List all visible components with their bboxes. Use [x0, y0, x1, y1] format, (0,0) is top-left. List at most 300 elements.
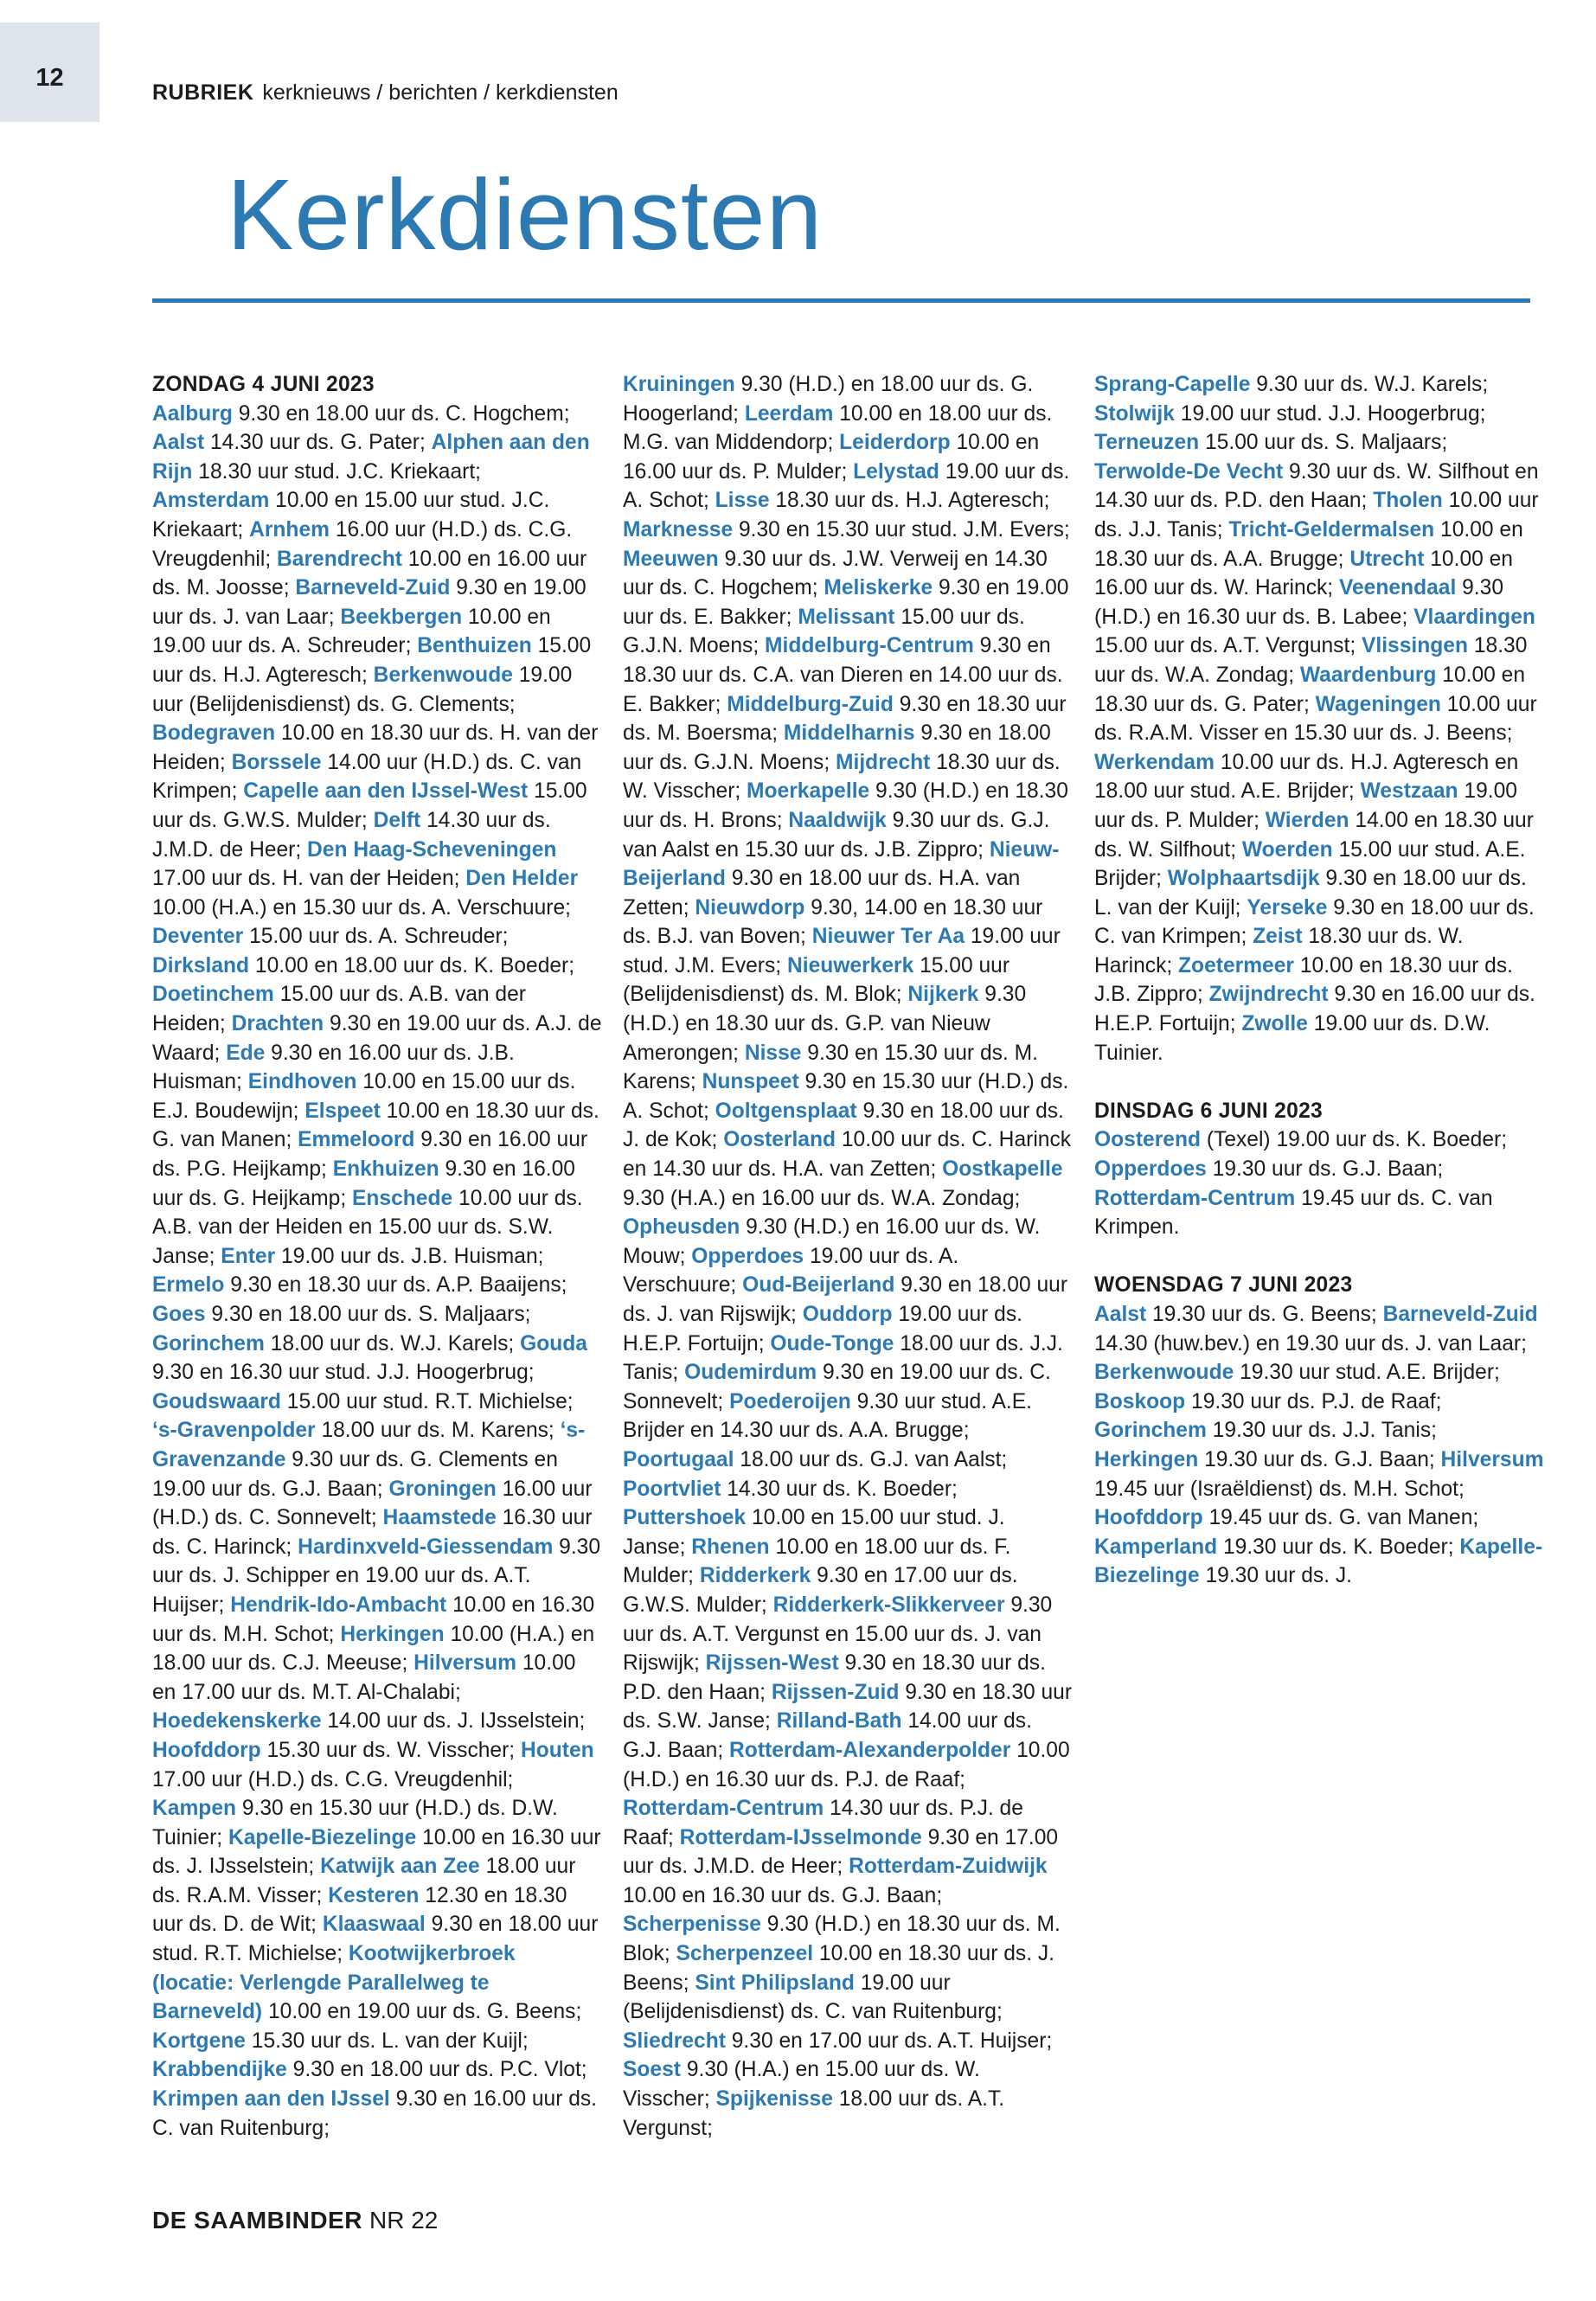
service-entry: [152, 1419, 561, 1442]
rubriek-header: [152, 80, 619, 106]
service-details: 15.00 uur ds. H.J. Agteresch;: [152, 634, 592, 687]
place-name: Krabbendijke: [152, 2058, 287, 2082]
place-name: Goes: [152, 1303, 206, 1326]
service-details: (Texel) 19.00 uur ds. K. Boeder;: [1201, 1128, 1508, 1152]
service-details: 17.00 uur (H.D.) ds. C.G. Vreugdenhil;: [152, 1767, 514, 1791]
service-details: 14.30 uur ds. G. Pater;: [204, 431, 432, 455]
place-name: Katwijk aan Zee: [320, 1855, 480, 1879]
place-name: Haamstede: [382, 1506, 497, 1530]
service-entry: [152, 2058, 587, 2081]
page-number: 12: [35, 64, 64, 92]
service-details: 19.30 uur ds. J.J. Tanis;: [1206, 1419, 1437, 1443]
service-details: 10.00 en 18.30 uur ds. J.B. Zippro;: [1094, 953, 1513, 1007]
service-entry: [623, 2029, 1052, 2053]
place-name: Tricht-Geldermalsen: [1228, 517, 1435, 542]
place-name: Borssele: [231, 750, 322, 774]
service-details: 10.00 uur ds. H.J. Agteresch en 18.00 uur stud. A.E. Brijder;: [1094, 750, 1519, 804]
service-entry: [152, 1709, 585, 1733]
service-details: 15.30 uur ds. L. van der Kuijl;: [245, 2029, 529, 2053]
service-details: 9.30 uur ds. G. Clements en 19.00 uur ds. G.J. Baan;: [152, 1447, 558, 1501]
place-name: Eindhoven: [247, 1070, 357, 1094]
place-name: Vlaardingen: [1413, 605, 1535, 629]
service-details: 10.00 en 16.00 uur ds. P. Mulder;: [623, 431, 1040, 484]
place-name: Kapelle-Biezelinge: [1094, 1535, 1543, 1588]
place-name: Kamperland: [1094, 1535, 1218, 1559]
place-name: Benthuizen: [417, 634, 532, 658]
place-name: Meliskerke: [824, 576, 933, 600]
service-details: 9.30 en 18.00 uur ds. C. Hogchem;: [232, 401, 570, 426]
place-name: Nieuw-Beijerland: [623, 837, 1060, 891]
service-details: 10.00 en 18.30 uur ds. H. van der Heiden;: [152, 721, 599, 774]
service-details: 10.00 en 15.00 uur stud. J. Janse;: [623, 1506, 1005, 1559]
service-details: 19.45 uur ds. G. van Manen;: [1202, 1506, 1479, 1530]
place-name: Aalburg: [152, 401, 233, 426]
place-name: Lelystad: [853, 459, 939, 484]
service-details: 9.30 en 18.00 uur ds. J. de Kok;: [623, 1099, 1064, 1152]
place-name: Rotterdam-IJsselmonde: [679, 1825, 922, 1849]
service-details: 12.30 en 18.30 uur ds. D. de Wit;: [152, 1883, 567, 1937]
page-title: Kerkdiensten: [227, 158, 824, 271]
place-name: Hoedekenskerke: [152, 1709, 322, 1734]
place-name: Capelle aan den IJssel-West: [243, 779, 529, 804]
service-details: 10.00 en 19.00 uur ds. G. Beens;: [262, 2000, 582, 2024]
service-details: 10.00 en 16.00 uur ds. W. Harinck;: [1094, 547, 1513, 600]
service-details: 18.30 uur ds. W. Harinck;: [1094, 925, 1464, 977]
place-name: Ermelo: [152, 1273, 225, 1298]
place-name: Soest: [623, 2058, 681, 2082]
place-name: Oosterland: [723, 1128, 836, 1152]
service-details: 18.00 uur ds. W.J. Karels;: [264, 1331, 521, 1356]
place-name: Hoofddorp: [152, 1738, 261, 1762]
place-name: Den Helder: [465, 867, 579, 891]
place-name: Poederoijen: [729, 1389, 851, 1413]
place-name: Rotterdam-Zuidwijk: [849, 1855, 1048, 1879]
service-details: 19.00 uur stud. J.M. Evers;: [623, 925, 1061, 977]
place-name: Westzaan: [1360, 779, 1458, 804]
place-name: Gorinchem: [152, 1331, 265, 1356]
place-name: Poortvliet: [623, 1477, 721, 1501]
place-name: Oudemirdum: [684, 1361, 817, 1385]
service-details: 9.30 en 15.30 uur ds. M. Karens;: [623, 1041, 1038, 1094]
service-entry: [1094, 1128, 1507, 1151]
service-details: 18.30 uur stud. J.C. Kriekaart;: [192, 459, 481, 484]
service-entry: [623, 518, 1070, 542]
service-details: 9.30 en 17.00 uur ds. J.M.D. de Heer;: [623, 1825, 1059, 1879]
place-name: Oosterend: [1094, 1128, 1201, 1152]
service-details: 10.00 en 17.00 uur ds. M.T. Al-Chalabi;: [152, 1651, 576, 1704]
service-details: 19.30 uur ds. P.J. de Raaf;: [1185, 1389, 1442, 1413]
service-entry: [152, 1332, 520, 1356]
service-details: 15.00 uur ds. S. Maljaars;: [1199, 431, 1448, 455]
place-name: Aalst: [152, 431, 205, 455]
place-name: Deventer: [152, 925, 244, 949]
place-name: Ridderkerk-Slikkerveer: [772, 1593, 1005, 1617]
place-name: Gouda: [520, 1331, 587, 1356]
place-name: Hoofddorp: [1094, 1506, 1203, 1530]
place-name: Moerkapelle: [747, 779, 870, 804]
place-name: Ridderkerk: [699, 1564, 811, 1588]
service-details: 9.30 en 18.30 uur ds. C.A. van Dieren en 14.00 uur ds. E. Bakker;: [623, 634, 1063, 716]
service-details: 9.30 en 19.00 uur ds. J. van Laar;: [152, 576, 586, 629]
place-name: Scherpenisse: [623, 1913, 761, 1937]
place-name: Amsterdam: [152, 489, 270, 513]
place-name: Aalst: [1094, 1303, 1147, 1326]
rubriek-label: RUBRIEK: [152, 80, 254, 105]
place-name: Middelburg-Centrum: [765, 634, 974, 658]
service-entry: [1094, 1303, 1383, 1326]
place-name: Den Haag-Scheveningen: [307, 837, 557, 862]
service-details: 9.30 en 16.30 uur stud. J.J. Hoogerbrug;: [152, 1361, 535, 1385]
service-details: 19.00 uur ds. P. Mulder;: [1094, 779, 1517, 832]
place-name: Herkingen: [340, 1622, 445, 1646]
place-name: Alphen aan den Rijn: [152, 431, 590, 484]
service-details: 9.30 en 16.00 uur ds. P.G. Heijkamp;: [152, 1128, 588, 1182]
place-name: ‘s-Gravenzande: [152, 1419, 586, 1471]
service-entry: [1094, 1157, 1443, 1181]
service-entry: [152, 431, 432, 454]
place-name: Klaaswaal: [322, 1913, 426, 1937]
service-entry: [1094, 1361, 1500, 1384]
service-details: 15.00 uur ds. A. Schreuder;: [243, 925, 509, 949]
service-details: 9.30 (H.D.) en 18.00 uur ds. G. Hoogerland;: [623, 373, 1034, 426]
service-details: 19.30 uur ds. K. Boeder;: [1217, 1535, 1460, 1559]
service-details: 9.30 en 18.30 uur ds. M. Boersma;: [623, 692, 1067, 746]
service-details: 10.00 en 16.30 uur ds. M.H. Schot;: [152, 1593, 595, 1646]
service-details: 19.30 uur ds. G. Beens;: [1146, 1303, 1383, 1326]
place-name: Opheusden: [623, 1215, 740, 1240]
service-entry: [1094, 1419, 1437, 1442]
place-name: Melissant: [798, 605, 895, 629]
service-entry: [152, 1303, 530, 1326]
place-name: Elspeet: [304, 1099, 381, 1123]
place-name: Kootwijkerbroek (locatie: Verlengde Parallelweg te Barneveld): [152, 1942, 516, 2024]
place-name: Nijkerk: [907, 983, 979, 1007]
place-name: Emmeloord: [298, 1128, 415, 1152]
service-details: 9.30 en 17.00 uur ds. A.T. Huijser;: [725, 2029, 1053, 2053]
service-details: 17.00 uur ds. H. van der Heiden;: [152, 867, 466, 891]
service-details: 19.00 uur (Belijdenisdienst) ds. C. van Ruitenburg;: [623, 1971, 1003, 2024]
service-entry: [1094, 1506, 1478, 1529]
service-details: 10.00 en 16.00 uur ds. M. Joosse;: [152, 547, 587, 600]
service-details: 19.30 uur ds. G.J. Baan;: [1198, 1447, 1441, 1471]
service-details: 19.00 uur (Belijdenisdienst) ds. G. Clements;: [152, 663, 573, 716]
service-entry: [1094, 431, 1447, 454]
service-details: 9.30 uur ds. J.W. Verweij en 14.30 uur ds. C. Hogchem;: [623, 547, 1048, 600]
service-details: 15.00 uur ds. G.W.S. Mulder;: [152, 779, 587, 832]
text-column-2: [623, 370, 1073, 2170]
service-details: 9.30 en 18.00 uur ds. S. Maljaars;: [205, 1303, 531, 1326]
place-name: Opperdoes: [1094, 1157, 1207, 1182]
place-name: Groningen: [388, 1477, 497, 1501]
service-details: 9.30 uur ds. W. Silfhout en 14.30 uur ds. P.D. den Haan;: [1094, 459, 1539, 513]
service-details: 9.30 en 18.30 uur ds. P.D. den Haan;: [623, 1651, 1046, 1704]
place-name: Bodegraven: [152, 721, 276, 746]
service-details: 9.30 (H.D.) en 16.00 uur ds. W. Mouw;: [623, 1215, 1041, 1268]
service-details: 9.30 (H.A.) en 16.00 uur ds. W.A. Zondag;: [623, 1186, 1021, 1210]
service-details: 10.00 en 16.30 uur ds. J. IJsselstein;: [152, 1825, 601, 1879]
rubriek-path: kerknieuws / berichten / kerkdiensten: [262, 80, 619, 105]
place-name: Enkhuizen: [332, 1157, 439, 1182]
place-name: Rotterdam-Centrum: [623, 1797, 824, 1821]
place-name: Kampen: [152, 1797, 237, 1821]
service-details: 9.30 en 18.00 uur ds. C. van Krimpen;: [1094, 895, 1535, 949]
service-details: 14.00 uur ds. G.J. Baan;: [623, 1709, 1032, 1762]
service-details: 9.30 uur ds. A.T. Vergunst en 15.00 uur ds. J. van Rijswijk;: [623, 1593, 1053, 1676]
issue-number: NR 22: [369, 2207, 439, 2234]
place-name: Krimpen aan den IJssel: [152, 2087, 390, 2112]
text-column-1: [152, 370, 602, 2170]
place-name: Ooltgensplaat: [715, 1099, 857, 1123]
service-details: 10.00 en 15.00 uur ds. E.J. Boudewijn;: [152, 1070, 576, 1123]
service-details: 19.00 uur ds. J.B. Huisman;: [275, 1244, 544, 1268]
place-name: Enter: [221, 1244, 276, 1268]
service-details: 19.45 uur ds. C. van Krimpen.: [1094, 1186, 1493, 1240]
place-name: Wageningen: [1315, 692, 1441, 716]
service-details: 9.30 en 15.30 uur stud. J.M. Evers;: [733, 517, 1070, 542]
place-name: ‘s-Gravenpolder: [152, 1419, 316, 1443]
place-name: Nunspeet: [702, 1070, 799, 1094]
place-name: Gorinchem: [1094, 1419, 1207, 1443]
service-details: 9.30 uur ds. W.J. Karels;: [1250, 373, 1489, 396]
place-name: Rotterdam-Alexanderpolder: [729, 1738, 1011, 1762]
service-details: 18.00 uur ds. J.J. Tanis;: [623, 1331, 1063, 1385]
service-details: 9.30, 14.00 en 18.30 uur ds. B.J. van Boven;: [623, 895, 1043, 949]
place-name: Hilversum: [1440, 1447, 1544, 1471]
service-entry: [623, 1477, 958, 1501]
service-details: 10.00 en 18.00 uur ds. K. Boeder;: [249, 953, 575, 977]
service-list: [623, 370, 1073, 2143]
service-details: 10.00 uur ds. R.A.M. Visser en 15.30 uur ds. J. Beens;: [1094, 692, 1537, 746]
service-entry: [1094, 373, 1488, 396]
place-name: Zeist: [1253, 925, 1303, 949]
service-details: 19.45 uur (Israëldienst) ds. M.H. Schot;: [1094, 1477, 1465, 1501]
service-details: 10.00 uur ds. C. Harinck en 14.30 uur ds. H.A. van Zetten;: [623, 1128, 1072, 1182]
service-details: 9.30 en 16.00 uur ds. H.E.P. Fortuijn;: [1094, 983, 1535, 1036]
service-details: 14.30 uur ds. K. Boeder;: [721, 1477, 958, 1501]
service-details: 15.00 uur stud. A.E. Brijder;: [1094, 837, 1526, 891]
place-name: Oude-Tonge: [770, 1331, 894, 1356]
service-details: 10.00 en 18.00 uur ds. M.G. van Middendorp;: [623, 401, 1053, 455]
place-name: Yerseke: [1247, 895, 1328, 920]
service-details: 9.30 (H.D.) en 16.30 uur ds. B. Labee;: [1094, 576, 1503, 629]
service-details: 9.30 en 16.00 uur ds. G. Heijkamp;: [152, 1157, 575, 1210]
service-details: 10.00 uur ds. J.J. Tanis;: [1094, 489, 1539, 542]
service-entry: [715, 489, 1050, 512]
service-entry: [1094, 1390, 1441, 1413]
service-details: 10.00 en 18.30 uur ds. G. van Manen;: [152, 1099, 599, 1152]
place-name: Berkenwoude: [1094, 1361, 1234, 1385]
place-name: Terwolde-De Vecht: [1094, 459, 1284, 484]
service-details: 14.00 uur ds. J. IJsselstein;: [321, 1709, 586, 1734]
service-details: 9.30 en 16.00 uur ds. C. van Ruitenburg;: [152, 2087, 598, 2140]
place-name: Kapelle-Biezelinge: [228, 1825, 417, 1849]
place-name: Lisse: [715, 489, 770, 513]
place-name: Zoetermeer: [1178, 953, 1294, 977]
place-name: Kruiningen: [623, 373, 735, 396]
service-details: 9.30 uur ds. J. Schipper en 19.00 uur ds. A.T. Huijser;: [152, 1535, 601, 1617]
service-details: 9.30 en 18.00 uur ds. H.A. van Zetten;: [623, 867, 1021, 920]
footer: [152, 2206, 438, 2235]
service-list: [1094, 1125, 1544, 1241]
place-name: Houten: [520, 1738, 594, 1762]
place-name: Enschede: [352, 1186, 453, 1210]
service-details: 15.00 uur ds. A.B. van der Heiden;: [152, 983, 526, 1036]
service-details: 18.00 uur ds. A.T. Vergunst;: [623, 2087, 1005, 2140]
place-name: Wierden: [1265, 808, 1349, 832]
place-name: Stolwijk: [1094, 401, 1175, 426]
service-details: 16.00 uur (H.D.) ds. C.G. Vreugdenhil;: [152, 517, 573, 571]
service-details: 19.00 uur ds. A. Schot;: [623, 459, 1070, 513]
place-name: Nieuwdorp: [695, 895, 805, 920]
place-name: Hilversum: [413, 1651, 517, 1676]
place-name: Nieuwer Ter Aa: [811, 925, 965, 949]
service-details: 9.30 en 16.00 uur ds. J.B. Huisman;: [152, 1041, 515, 1094]
place-name: Rotterdam-Centrum: [1094, 1186, 1296, 1210]
place-name: Delft: [373, 808, 421, 832]
service-details: 14.30 uur ds. J.M.D. de Heer;: [152, 808, 551, 862]
place-name: Marknesse: [623, 517, 734, 542]
service-details: 9.30 en 18.30 uur ds. A.P. Baaijens;: [224, 1273, 567, 1298]
place-name: Barneveld-Zuid: [295, 576, 451, 600]
service-details: 9.30 en 18.00 uur stud. R.T. Michielse;: [152, 1913, 599, 1966]
place-name: Boskoop: [1094, 1389, 1186, 1413]
service-details: 19.30 uur ds. J.: [1199, 1564, 1352, 1588]
service-details: 9.30 en 15.30 uur (H.D.) ds. A. Schot;: [623, 1070, 1069, 1123]
service-details: 19.00 uur ds. D.W. Tuinier.: [1094, 1012, 1490, 1065]
place-name: Waardenburg: [1299, 663, 1437, 687]
service-details: 10.00 uur ds. A.B. van der Heiden en 15.00 uur ds. S.W. Janse;: [152, 1186, 583, 1268]
service-entry: [152, 925, 509, 948]
place-name: Oostkapelle: [942, 1157, 1063, 1182]
place-name: Drachten: [231, 1012, 324, 1036]
place-name: Arnhem: [249, 517, 330, 542]
place-name: Poortugaal: [623, 1447, 734, 1471]
service-details: 15.00 uur ds. G.J.N. Moens;: [623, 605, 1025, 658]
service-details: 9.30 (H.D.) en 18.30 uur ds. G.P. van Nieuw Amerongen;: [623, 983, 1027, 1065]
service-details: 19.30 uur stud. A.E. Brijder;: [1234, 1361, 1500, 1385]
service-details: 9.30 en 19.00 uur ds. E. Bakker;: [623, 576, 1069, 629]
day-heading: WOENSDAG 7 JUNI 2023: [1094, 1273, 1353, 1298]
service-details: 9.30 en 19.00 uur ds. C. Sonnevelt;: [623, 1361, 1051, 1413]
service-details: 9.30 (H.D.) en 18.30 uur ds. H. Brons;: [623, 779, 1068, 832]
service-details: 15.00 uur ds. A.T. Vergunst;: [1094, 634, 1362, 658]
service-details: 19.30 uur ds. G.J. Baan;: [1206, 1157, 1444, 1182]
service-list: [1094, 370, 1544, 1067]
service-details: 9.30 (H.A.) en 15.00 uur ds. W. Visscher;: [623, 2058, 980, 2112]
service-details: 18.30 uur ds. W. Visscher;: [623, 750, 1061, 804]
place-name: Beekbergen: [340, 605, 463, 629]
place-name: Meeuwen: [623, 547, 719, 571]
place-name: Berkenwoude: [373, 663, 513, 687]
place-name: Doetinchem: [152, 983, 274, 1007]
service-entry: [623, 1448, 1007, 1471]
title-divider: [152, 298, 1530, 303]
service-details: 18.00 uur ds. G.J. van Aalst;: [734, 1447, 1008, 1471]
service-details: 10.00 en 19.00 uur ds. A. Schreuder;: [152, 605, 551, 658]
place-name: Middelharnis: [783, 721, 915, 746]
place-name: Rilland-Bath: [776, 1709, 902, 1734]
service-details: 14.30 uur ds. P.J. de Raaf;: [623, 1797, 1023, 1849]
place-name: Herkingen: [1094, 1447, 1199, 1471]
place-name: Zwijndrecht: [1208, 983, 1329, 1007]
service-details: 15.30 uur ds. W. Visscher;: [260, 1738, 521, 1762]
service-details: 10.00 en 16.30 uur ds. G.J. Baan;: [623, 1883, 943, 1907]
place-name: Dirksland: [152, 953, 250, 977]
service-entry: [152, 954, 574, 977]
service-entry: [152, 1739, 521, 1762]
day-heading: DINSDAG 6 JUNI 2023: [1094, 1099, 1324, 1123]
service-details: 9.30 en 19.00 uur ds. A.J. de Waard;: [152, 1012, 602, 1065]
service-details: 18.00 uur ds. M. Karens;: [315, 1419, 561, 1443]
place-name: Ouddorp: [802, 1303, 893, 1326]
place-name: Spijkenisse: [715, 2087, 833, 2112]
service-details: 18.00 uur ds. R.A.M. Visser;: [152, 1855, 576, 1907]
service-entry: [1094, 1187, 1493, 1240]
service-entry: [152, 402, 570, 426]
day-heading: ZONDAG 4 JUNI 2023: [152, 373, 375, 396]
service-details: 9.30 uur ds. G.J. van Aalst en 15.30 uur ds. J.B. Zippro;: [623, 808, 1050, 862]
service-details: 19.00 uur ds. H.E.P. Fortuijn;: [623, 1303, 1022, 1356]
place-name: Nieuwerkerk: [786, 953, 914, 977]
place-name: Mijdrecht: [836, 750, 931, 774]
place-name: Utrecht: [1349, 547, 1425, 571]
service-entry: [152, 2029, 529, 2053]
place-name: Sint Philipsland: [695, 1971, 855, 1995]
service-details: 14.30 (huw.bev.) en 19.30 uur ds. J. van Laar;: [1094, 1331, 1527, 1356]
place-name: Werkendam: [1094, 750, 1215, 774]
service-details: 15.00 uur stud. R.T. Michielse;: [280, 1389, 574, 1413]
service-entry: [1094, 1448, 1441, 1471]
service-details: 10.00 en 18.30 uur ds. G. Pater;: [1094, 663, 1526, 716]
text-column-3: [1094, 370, 1544, 2170]
service-entry: [221, 1245, 543, 1268]
service-details: 18.30 uur ds. W.A. Zondag;: [1094, 634, 1528, 687]
service-list: [1094, 1300, 1544, 1591]
place-name: Kesteren: [328, 1883, 420, 1907]
place-name: Hendrik-Ido-Ambacht: [230, 1593, 447, 1617]
service-details: 9.30 en 18.30 uur ds. S.W. Janse;: [623, 1680, 1073, 1734]
place-name: Terneuzen: [1094, 431, 1200, 455]
place-name: Vlissingen: [1361, 634, 1468, 658]
service-details: 16.30 uur ds. C. Harinck;: [152, 1506, 593, 1559]
place-name: Opperdoes: [691, 1244, 804, 1268]
service-details: 10.00 (H.D.) en 16.30 uur ds. P.J. de Raaf;: [623, 1738, 1070, 1791]
service-details: 9.30 (H.D.) en 18.30 uur ds. M. Blok;: [623, 1913, 1061, 1966]
place-name: Veenendaal: [1338, 576, 1457, 600]
service-details: 16.00 uur (H.D.) ds. C. Sonnevelt;: [152, 1477, 593, 1530]
place-name: Goudswaard: [152, 1389, 281, 1413]
place-name: Hardinxveld-Giessendam: [298, 1535, 554, 1559]
place-name: Barendrecht: [277, 547, 402, 571]
magazine-name: DE SAAMBINDER: [152, 2207, 362, 2234]
service-details: 9.30 en 17.00 uur ds. G.W.S. Mulder;: [623, 1564, 1018, 1617]
place-name: Zwolle: [1241, 1012, 1308, 1036]
service-details: 14.00 uur (H.D.) ds. C. van Krimpen;: [152, 750, 582, 804]
service-details: 9.30 en 15.30 uur (H.D.) ds. D.W. Tuinier;: [152, 1797, 558, 1849]
service-details: 18.30 uur ds. H.J. Agteresch;: [769, 489, 1050, 513]
service-details: 9.30 uur stud. A.E. Brijder en 14.30 uur ds. A.A. Brugge;: [623, 1389, 1033, 1443]
service-details: 9.30 en 18.00 uur ds. G.J.N. Moens;: [623, 721, 1051, 774]
service-details: 9.30 en 18.00 uur ds. J. van Rijswijk;: [623, 1273, 1068, 1326]
service-details: 14.00 en 18.30 uur ds. W. Silfhout;: [1094, 808, 1534, 862]
service-details: 19.00 uur ds. A. Verschuure;: [623, 1244, 959, 1298]
place-name: Middelburg-Zuid: [727, 692, 894, 716]
place-name: Kortgene: [152, 2029, 246, 2053]
service-details: 9.30 en 18.00 uur ds. P.C. Vlot;: [286, 2058, 587, 2082]
service-details: 10.00 en 18.30 uur ds. J. Beens;: [623, 1942, 1055, 1995]
place-name: Barneveld-Zuid: [1382, 1303, 1538, 1326]
place-name: Nisse: [744, 1041, 802, 1065]
